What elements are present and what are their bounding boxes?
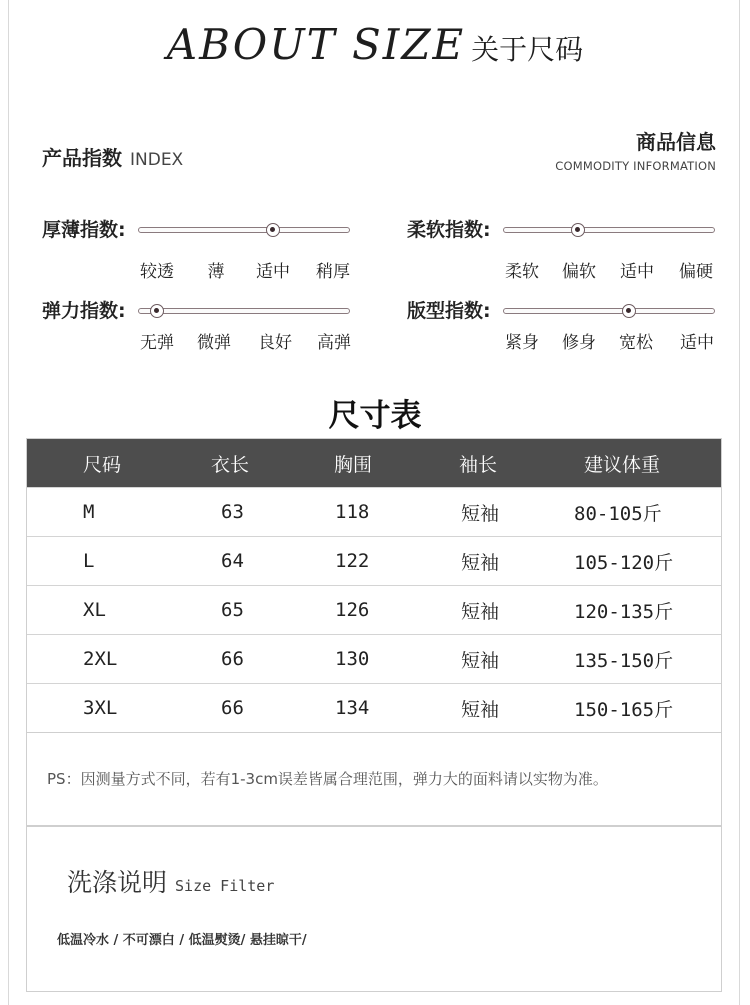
metric-option: 适中 — [620, 262, 654, 282]
metric-option: 稍厚 — [316, 262, 350, 282]
commodity-subtitle: COMMODITY INFORMATION — [555, 159, 716, 173]
metric-label: 弹力指数: — [42, 300, 126, 322]
slider-track — [138, 227, 350, 233]
slider-knob — [622, 304, 636, 318]
index-title — [42, 142, 183, 171]
chest-cell: 134 — [335, 697, 370, 719]
index-title-cn: 产品指数 — [42, 146, 122, 170]
header-cell: 胸围 — [334, 453, 373, 476]
weight-cell: 120-135斤 — [574, 600, 674, 623]
chest-cell: 118 — [335, 501, 370, 523]
metric-option: 偏硬 — [679, 262, 713, 282]
weight-cell: 80-105斤 — [574, 502, 662, 525]
metric-label: 版型指数: — [407, 300, 491, 322]
wash-title-cn: 洗涤说明 — [67, 868, 168, 897]
metric-option: 良好 — [258, 333, 292, 353]
sleeve-cell: 短袖 — [461, 551, 500, 574]
chest-cell: 122 — [335, 550, 370, 572]
length-cell: 64 — [221, 550, 244, 572]
metric-option: 柔软 — [505, 262, 539, 282]
metric-label: 厚薄指数: — [42, 219, 126, 241]
measurement-note: PS：因测量方式不同，若有1-3cm误差皆属合理范围，弹力大的面料请以实物为准。 — [47, 770, 608, 788]
table-row — [27, 487, 721, 536]
weight-cell: 150-165斤 — [574, 698, 674, 721]
metric-option: 高弹 — [317, 333, 351, 353]
length-cell: 63 — [221, 501, 244, 523]
metric-thickness — [42, 215, 362, 285]
table-row — [27, 683, 721, 732]
table-row — [27, 536, 721, 585]
index-title-en: INDEX — [130, 150, 184, 170]
metric-option: 无弹 — [140, 333, 174, 353]
header-cell: 袖长 — [459, 453, 498, 476]
size-table-header — [27, 439, 721, 487]
wash-instructions — [26, 826, 722, 992]
length-cell: 66 — [221, 648, 244, 670]
metric-option: 较透 — [140, 262, 174, 282]
sleeve-cell: 短袖 — [461, 649, 500, 672]
metric-option: 微弹 — [197, 333, 231, 353]
weight-cell: 105-120斤 — [574, 551, 674, 574]
length-cell: 65 — [221, 599, 244, 621]
sleeve-cell: 短袖 — [461, 698, 500, 721]
slider-knob — [150, 304, 164, 318]
table-row — [27, 585, 721, 634]
metric-label: 柔软指数: — [407, 219, 491, 241]
sleeve-cell: 短袖 — [461, 502, 500, 525]
weight-cell: 135-150斤 — [574, 649, 674, 672]
chest-cell: 126 — [335, 599, 370, 621]
slider-knob — [266, 223, 280, 237]
metric-option: 适中 — [256, 262, 290, 282]
size-cell: XL — [83, 599, 106, 621]
header-title-en: ABOUT SIZE — [166, 20, 466, 69]
slider-track — [503, 227, 715, 233]
wash-title-en: Size Filter — [175, 877, 275, 895]
metric-softness — [407, 215, 727, 285]
metric-option: 宽松 — [619, 333, 653, 353]
wash-title — [67, 863, 274, 899]
length-cell: 66 — [221, 697, 244, 719]
size-cell: M — [83, 501, 95, 523]
note-box — [26, 732, 722, 826]
size-table — [26, 438, 722, 733]
page-header — [0, 20, 750, 69]
header-cell: 建议体重 — [584, 453, 661, 476]
commodity-title: 商品信息 — [636, 130, 716, 154]
metric-option: 偏软 — [562, 262, 596, 282]
header-cell: 衣长 — [211, 453, 250, 476]
metric-elasticity — [42, 296, 362, 366]
slider-knob — [571, 223, 585, 237]
care-instructions: 低温冷水 / 不可漂白 / 低温熨烫/ 悬挂晾干/ — [57, 933, 307, 948]
sleeve-cell: 短袖 — [461, 600, 500, 623]
commodity-info — [555, 126, 716, 173]
size-cell: 2XL — [83, 648, 118, 670]
size-cell: L — [83, 550, 95, 572]
slider-track — [138, 308, 350, 314]
header-cell: 尺码 — [83, 453, 122, 476]
table-row — [27, 634, 721, 683]
metric-option: 适中 — [680, 333, 714, 353]
metric-option: 修身 — [562, 333, 596, 353]
slider-track — [503, 308, 715, 314]
header-title-cn: 关于尺码 — [471, 33, 584, 66]
chest-cell: 130 — [335, 648, 370, 670]
metric-option: 薄 — [207, 262, 225, 282]
metric-option: 紧身 — [505, 333, 539, 353]
metric-fit — [407, 296, 727, 366]
size-cell: 3XL — [83, 697, 118, 719]
size-table-title: 尺寸表 — [328, 398, 422, 434]
